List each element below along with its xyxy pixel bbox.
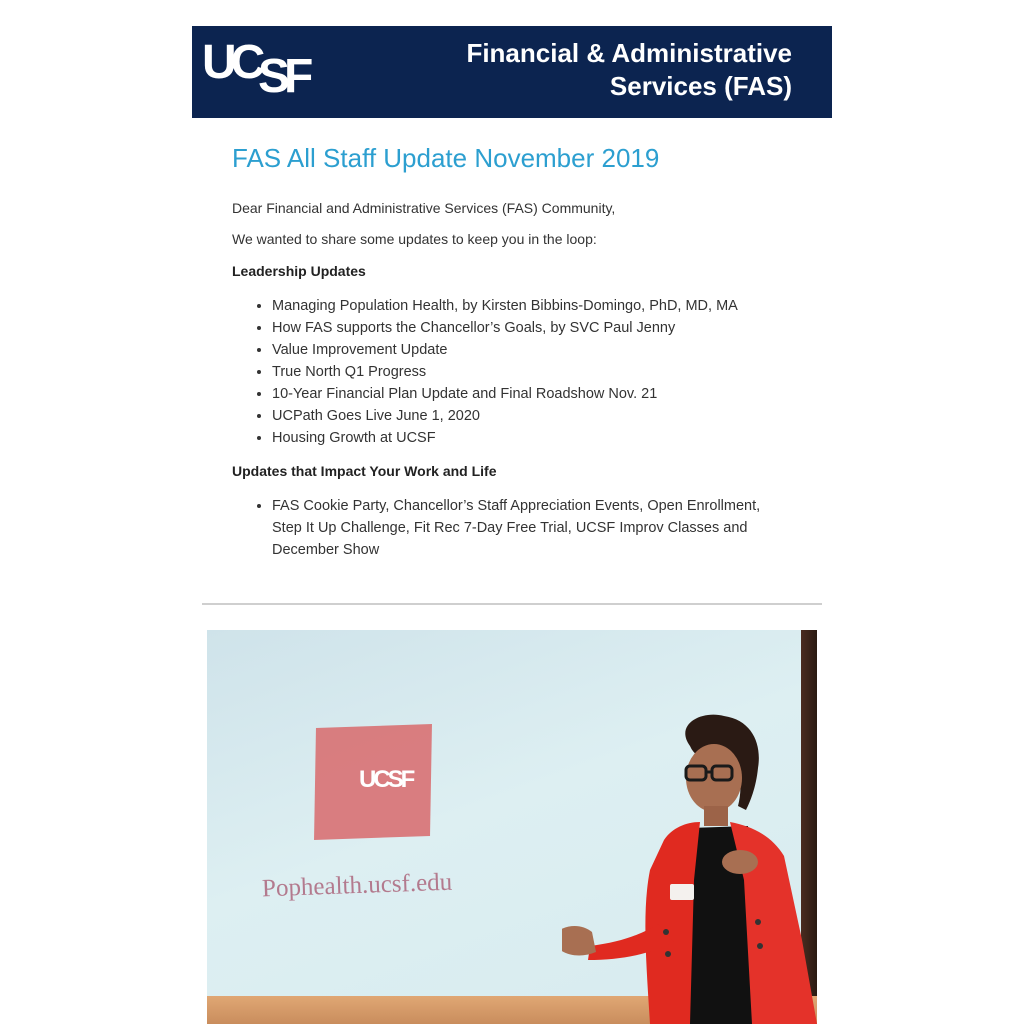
list-item[interactable]: • Housing Growth at UCSF [272,427,772,449]
newsletter-content [232,140,772,561]
email-body [192,0,832,1024]
header-banner[interactable] [192,26,832,118]
list-item[interactable]: • 10-Year Financial Plan Update and Final Roadshow Nov. 21 [272,383,772,405]
jacket-button [665,951,671,957]
slide-ucsf-logo: UCSF [359,766,413,793]
section-heading-leadership: Leadership Updates [232,263,366,279]
list-item[interactable]: • Value Improvement Update [272,339,772,361]
slide-url-text: Pophealth.ucsf.edu [261,868,453,903]
list-item[interactable]: • UCPath Goes Live June 1, 2020 [272,405,772,427]
list-item[interactable]: • Managing Population Health, by Kirsten Bibbins-Domingo, PhD, MD, MA [272,295,772,317]
leadership-updates-list [232,295,772,449]
work-life-updates-list [232,495,772,561]
speaker-figure [562,710,817,1024]
logo-sf-text: SF [258,50,308,103]
section-heading-work-life: Updates that Impact Your Work and Life [232,463,497,479]
banner-title [466,37,792,103]
speaker-neck [704,806,728,826]
intro-text: We wanted to share some updates to keep you in the loop: [232,231,597,247]
name-badge [670,884,694,900]
jacket-button [663,929,669,935]
jacket-button [757,943,763,949]
featured-photo[interactable] [207,630,817,1024]
list-item[interactable]: • FAS Cookie Party, Chancellor’s Staff Appreciation Events, Open Enrollment, Step It Up Challenge, Fit Rec 7-Day Free Trial, UCSF Improv Classes and December Show [272,495,772,561]
speaker-hand-left [562,926,596,955]
jacket-button [755,919,761,925]
section-divider [202,603,822,605]
banner-title-line1: Financial & Administrative [466,38,792,68]
list-item[interactable]: • How FAS supports the Chancellor’s Goals, by SVC Paul Jenny [272,317,772,339]
greeting-text: Dear Financial and Administrative Services (FAS) Community, [232,200,616,216]
list-item[interactable]: • True North Q1 Progress [272,361,772,383]
logo-uc-text: UC [202,36,260,89]
page-title: FAS All Staff Update November 2019 [232,143,660,173]
speaker-hand-right [722,850,758,874]
banner-title-line2: Services (FAS) [609,71,792,101]
